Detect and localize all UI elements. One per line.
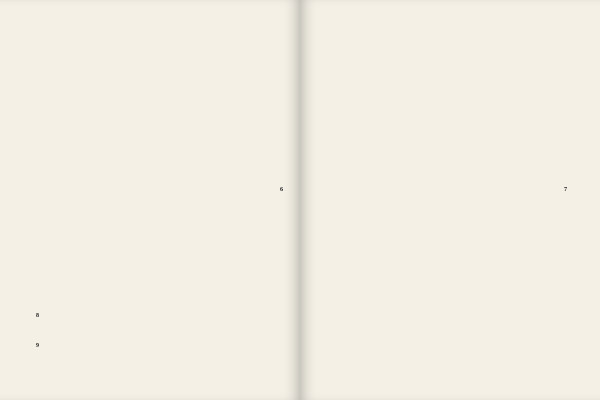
page-number: 6: [280, 186, 284, 193]
page-number: 7: [564, 186, 568, 193]
right-page: [300, 0, 600, 400]
footnote-marker: 8: [36, 313, 40, 319]
footnote-marker: 9: [36, 343, 40, 349]
